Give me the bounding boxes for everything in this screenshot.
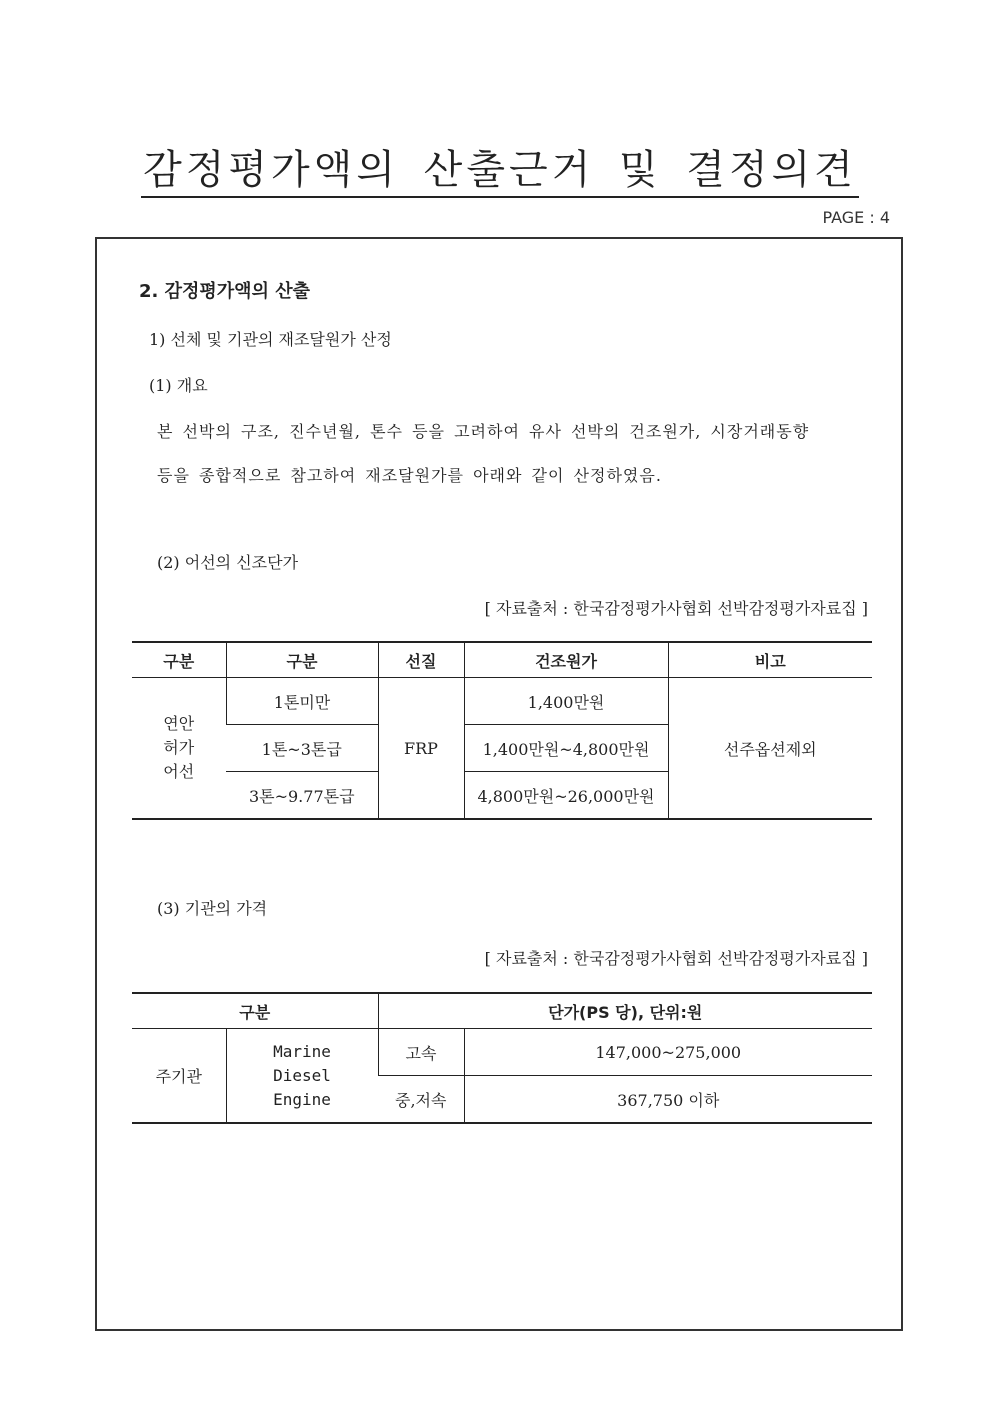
hull-source-note: [ 자료출처 : 한국감정평가사협회 선박감정평가자료집 ] — [484, 599, 868, 618]
subsection-title: 1) 선체 및 기관의 재조달원가 산정 — [149, 330, 392, 349]
section-title: 2. 감정평가액의 산출 — [139, 281, 310, 302]
build-cost-cell: 4,800만원~26,000만원 — [464, 772, 668, 820]
build-cost-cell: 1,400만원 — [464, 678, 668, 725]
overview-heading: (1) 개요 — [149, 376, 208, 395]
column-header: 비고 — [668, 642, 872, 678]
column-header: 구분 — [226, 642, 378, 678]
tonnage-cell: 1톤~3톤급 — [226, 725, 378, 772]
vessel-category-cell: 연안 허가 어선 — [132, 678, 226, 820]
hull-price-heading: (2) 어선의 신조단가 — [157, 553, 299, 572]
engine-price-cell: 147,000~275,000 — [464, 1029, 872, 1076]
engine-category-cell: 주기관 — [132, 1029, 226, 1124]
content-frame — [95, 237, 903, 1331]
column-header: 구분 — [132, 642, 226, 678]
table-header-row — [132, 993, 872, 1029]
column-header: 단가(PS 당), 단위:원 — [378, 993, 872, 1029]
hull-price-table — [132, 641, 872, 820]
column-header: 구분 — [132, 993, 378, 1029]
engine-price-cell: 367,750 이하 — [464, 1076, 872, 1124]
engine-price-table — [132, 992, 872, 1124]
hull-material-cell: FRP — [378, 678, 464, 820]
engine-speed-cell: 중,저속 — [378, 1076, 464, 1124]
engine-speed-cell: 고속 — [378, 1029, 464, 1076]
overview-line-1: 본 선박의 구조, 진수년월, 톤수 등을 고려하여 유사 선박의 건조원가, 시장거래동향 — [157, 422, 810, 441]
remarks-cell: 선주옵션제외 — [668, 678, 872, 820]
page-number: PAGE : 4 — [822, 208, 890, 227]
tonnage-cell: 1톤미만 — [226, 678, 378, 725]
column-header: 선질 — [378, 642, 464, 678]
document-title: 감정평가액의 산출근거 및 결정의견 — [141, 147, 859, 198]
table-header-row — [132, 642, 872, 678]
document-title-wrap — [0, 138, 1000, 195]
overview-line-2: 등을 종합적으로 참고하여 재조달원가를 아래와 같이 산정하였음. — [157, 466, 662, 485]
tonnage-cell: 3톤~9.77톤급 — [226, 772, 378, 820]
build-cost-cell: 1,400만원~4,800만원 — [464, 725, 668, 772]
engine-price-heading: (3) 기관의 가격 — [157, 899, 268, 918]
engine-source-note: [ 자료출처 : 한국감정평가사협회 선박감정평가자료집 ] — [484, 949, 868, 968]
column-header: 건조원가 — [464, 642, 668, 678]
engine-type-cell: Marine Diesel Engine — [226, 1029, 378, 1124]
table-row — [132, 678, 872, 725]
table-row — [132, 1029, 872, 1076]
